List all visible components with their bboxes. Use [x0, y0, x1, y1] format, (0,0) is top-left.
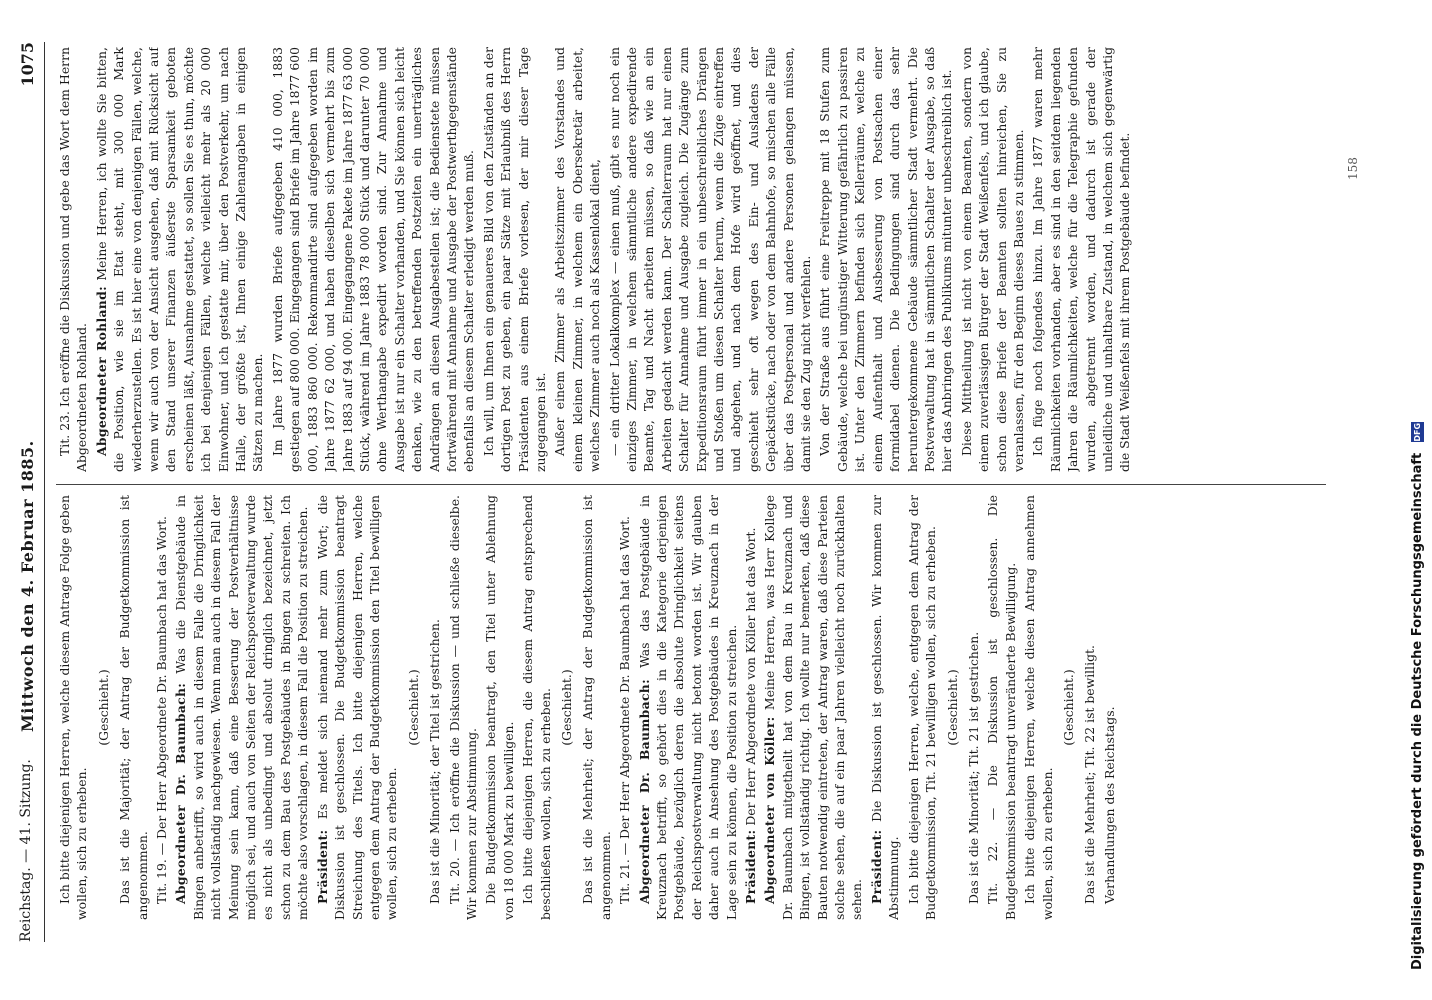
- header-rule: [44, 42, 45, 942]
- text-paragraph: Diese Mittheilung ist nicht von einem Beamten, sondern von einem zuverlässigen Bürger der Stadt Weißenfels, und ich glaube, schon diese Briefe der Beamten sollten hinreichen, Sie zu veranlassen, für den Beginn dieses Baues zu stimmen.: [958, 47, 1026, 472]
- speaker-name: Abgeordneter von Köller:: [762, 716, 778, 904]
- text-paragraph: Von der Straße aus führt eine Freitreppe mit 18 Stufen zum Gebäude, welche bei ungünstiger Witterung gefährlich zu passiren ist. Unter den Zimmern befinden sich Kellerräume, welche zu einem Aufenthalt und Ausbesserung von Postsachen einer formidabel dienen. Die Bedingungen sind durch das sehr heruntergekommene Gebäude sämmtlicher Stadt vermehrt. Die Postverwaltung hat in sämmtlichen Schalter der Ausgabe, so daß hier das Anbringen des Publikums mitunter unbeschreiblich ist.: [817, 47, 955, 472]
- speech-paragraph: [742, 495, 759, 920]
- text-paragraph: Verhandlungen des Reichstags.: [1101, 706, 1117, 904]
- speech-paragraph: [172, 495, 311, 920]
- column-rule: [56, 484, 1326, 485]
- text-paragraph: Ich bitte diejenigen Herren, welche, entgegen dem Antrag der Budgetkommission, Tit. 21 bewilligen wollen, sich zu erheben.: [905, 495, 939, 920]
- text-paragraph: Das ist die Mehrheit; Tit. 22 ist bewilligt.: [1082, 645, 1098, 904]
- text-paragraph: Das ist die Minorität; der Titel ist gestrichen.: [427, 619, 443, 904]
- text-paragraph: Ich füge noch folgendes hinzu. Im Jahre 1877 waren mehr Räumlichkeiten vorhanden, aber es sind in den seitdem liegenden Jahren die Räumlichkeiten, welche für die Telegraphie gefunden wurden, abgetrennt worden, und dadurch ist gerade der unleidliche und unhaltbare Zustand, in welchem sich gegenwärtig die Stadt Weißenfels mit ihrem Postgebäude befindet.: [1030, 47, 1133, 472]
- text-paragraph: Tit. 21. — Der Herr Abgeordnete Dr. Baumbach hat das Wort.: [617, 516, 633, 904]
- text-paragraph: Das ist die Majorität; der Antrag der Budgetkommission ist angenommen.: [117, 495, 150, 920]
- text-paragraph: Im Jahre 1877 wurden Briefe aufgegeben 410 000, 1883 gestiegen auf 800 000. Eingegangen sind Briefe im Jahre 1877 600 000, 1883 860 000. Rekommandirte sind aufgegeben worden im Jahre 1877 62 000, und haben dieselben sich vermehrt bis zum Jahre 1883 auf 94 000. Eingegangene Pakete im Jahre 1877 63 000 Stück, während im Jahre 1883 78 000 Stück und darunter 70 000 ohne Werthangabe expedirt worden sind. Zur Annahme und Ausgabe ist nur ein Schalter vorhanden, und Sie können sich leicht denken, wie zu den betreffenden Postzeiten ein unerträgliches Andrängen an diesen Ausgabestellen ist; die Bedienstete müssen fortwährend mit Annahme und Ausgabe der Postwerthgegenstände ebenfalls an diesem Schalter erledigt werden muß.: [269, 47, 477, 472]
- text-paragraph: — ein dritter Lokalkomplex — einen muß, gibt es nur noch ein einziges Zimmer, in welchem sämmtliche andere expedirende Beamte, Tag und Nacht arbeiten müssen, so daß wie an ein Arbeiten gedacht werden kann. Der Schalterraum hat nur einen Schalter für Annahme und Ausgabe zugleich. Die Zugänge zum Expeditionsraum führt immer in ein unbeschreibliches Drängen und Stoßen um diesen Schalter herum, wenn die Züge eintreffen und abgehen, und nach dem Hofe wird geöffnet, und dies geschieht sehr oft wegen des Ein- und Ausladens der Gepäckstücke, nach oder von dem Bahnhofe, so mischen alle Fälle über das Postpersonal und andere Personen gelangen müssen, damit sie den Zug nicht verfehlen.: [606, 47, 814, 472]
- text-paragraph: Die Budgetkommission beantragt, den Titel unter Ablehnung von 18 000 Mark zu bewilligen.: [483, 495, 516, 920]
- speech-text: Was die Dienstgebäude in Bingen anbetrifft, so wird auch in diesem Falle die Dringlichkeit nicht vollständig nachgewiesen. Wenn man auch in diesem Fall der Meinung sein kann, daß eine Besserung der Postverhältnisse möglich sei, und auch von Seiten der Reichspostverwaltung wurde es nicht als unbedingt und absolut dringlich bezeichnet, jetzt schon zu dem Bau des Postgebäudes in Bingen zu schreiten. Ich möchte also vorschlagen, in diesem Fall die Position zu streichen.: [173, 495, 311, 920]
- speaker-name: Präsident:: [868, 829, 884, 904]
- stage-direction: (Geschieht.): [944, 669, 960, 746]
- speech-text: Meine Herren, ich wollte Sie bitten, die Position, wie sie im Etat steht, mit 300 000 Mark wiederherzustellen. Es ist hier eine von denjenigen Fällen, welche, wenn wir auch von der Ansicht ausgehen, daß mit Rücksicht auf den Stand unserer Finanzen äußerste Sparsamkeit geboten erscheinen läßt, Ausnahme gestattet, so sollen Sie es thun, möchte ich bei denjenigen Fällen, welche vielleicht mehr als 20 000 Einwohner, und ich gestatte mir, über den Postverkehr, um nach Halle, der größte ist, Ihnen einige Zahlenangaben in einigen Sätzen zu machen.: [93, 47, 266, 472]
- speech-paragraph: [93, 47, 267, 472]
- running-head: Reichstag. — 41. Sitzung.: [18, 759, 34, 942]
- text-paragraph: Außer einem Zimmer als Arbeitszimmer des Vorstandes und einem kleinen Zimmer, in welchem ein Obersekretär arbeitet, welches Zimmer auch noch als Kassenlokal dient,: [552, 47, 603, 472]
- speech-paragraph: [761, 495, 865, 920]
- stage-direction: (Geschieht.): [1060, 669, 1076, 746]
- text-paragraph: Ich bitte diejenigen Herren, welche diesen Antrag annehmen wollen, sich zu erheben.: [1022, 495, 1055, 920]
- session-date: Mittwoch den 4. Februar 1885.: [18, 440, 37, 732]
- sheet-number: 158: [1346, 157, 1360, 180]
- digitization-notice-label: Digitalisierung gefördert durch die Deutsche Forschungsgemeinschaft: [1410, 452, 1425, 970]
- left-text-column: [56, 495, 1346, 920]
- text-paragraph: Das ist die Mehrheit; der Antrag der Budgetkommission ist angenommen.: [580, 495, 613, 920]
- text-paragraph: Ich will, um Ihnen ein genaueres Bild von den Zuständen an der dortigen Post zu geben, ein paar Sätze mit Erlaubniß des Herrn Präsidenten aus einem Briefe vorlesen, der mir dieser Tage zugegangen ist.: [480, 47, 548, 472]
- right-text-column: [56, 47, 1346, 472]
- text-paragraph: Ich bitte diejenigen Herren, welche diesem Antrage Folge geben wollen, sich zu erheben.: [57, 495, 90, 920]
- speech-text: Der Herr Abgeordnete von Köller hat das Wort.: [743, 527, 759, 826]
- stage-direction: (Geschieht.): [558, 669, 574, 746]
- speaker-name: Abgeordneter Rohland:: [93, 286, 109, 456]
- text-paragraph: Tit. 23. Ich eröffne die Diskussion und gebe das Wort dem Herrn Abgeordneten Rohland.: [57, 47, 90, 472]
- speech-paragraph: [868, 495, 903, 920]
- speech-paragraph: [314, 495, 401, 920]
- page-number: 1075: [18, 42, 37, 87]
- stage-direction: (Geschieht.): [405, 669, 421, 746]
- speaker-name: Präsident:: [743, 829, 759, 904]
- digitization-notice-text: [1404, 0, 1432, 1000]
- text-paragraph: Das ist die Minorität; Tit. 21 ist gestrichen.: [965, 631, 981, 904]
- stage-direction: (Geschieht.): [95, 669, 111, 746]
- speaker-name: Präsident:: [314, 829, 330, 904]
- speech-text: Was das Postgebäude in Kreuznach betrifft, so gehört dies in die Kategorie derjenigen Postgebäude, bezüglich deren die absolute Dringlichkeit seitens der Reichspostverwaltung nicht betont worden ist. Wir glauben daher auch in Ansehung des Postgebäudes in Kreuznach in der Lage sein zu können, die Position zu streichen.: [636, 495, 739, 920]
- speech-paragraph: [636, 495, 740, 920]
- page-header: [14, 42, 44, 942]
- speaker-name: Abgeordneter Dr. Baumbach:: [636, 679, 652, 904]
- speaker-name: Abgeordneter Dr. Baumbach:: [173, 682, 189, 904]
- dfg-logo-icon: DFG: [1413, 422, 1422, 442]
- text-paragraph: Ich bitte diejenigen Herren, die diesem Antrag entsprechend beschließen wollen, sich zu erheben.: [520, 495, 553, 920]
- text-paragraph: Tit. 22. — Die Diskussion ist geschlossen. Die Budgetkommission beantragt unveränderte Bewilligung.: [985, 495, 1018, 920]
- speech-text: Meine Herren, was Herr Kollege Dr. Baumbach mitgetheilt hat von dem Bau in Kreuznach und Bingen, ist vollständig richtig. Ich wollte nur bemerken, daß diese Bauten notwendig eintreten, der Antrag waren, daß diese Parteien solche sehen, die auf ein paar Jahren vielleicht noch zurückhalten sehen.: [762, 495, 865, 920]
- speech-text: Es meldet sich niemand mehr zum Wort; die Diskussion ist geschlossen. Die Budgetkommission beantragt Streichung des Titels. Ich bitte diejenigen Herren, welche entgegen dem Antrag der Budgetkommission den Titel bewilligen wollen, sich zu erheben.: [314, 495, 400, 920]
- speech-text: Die Diskussion ist geschlossen. Wir kommen zur Abstimmung.: [868, 495, 902, 920]
- text-paragraph: Tit. 20. — Ich eröffne die Diskussion — und schließe dieselbe. Wir kommen zur Abstimmung.: [446, 495, 479, 920]
- text-paragraph: Tit. 19. — Der Herr Abgeordnete Dr. Baumbach hat das Wort.: [154, 516, 170, 904]
- digitization-notice: [1404, 0, 1432, 1000]
